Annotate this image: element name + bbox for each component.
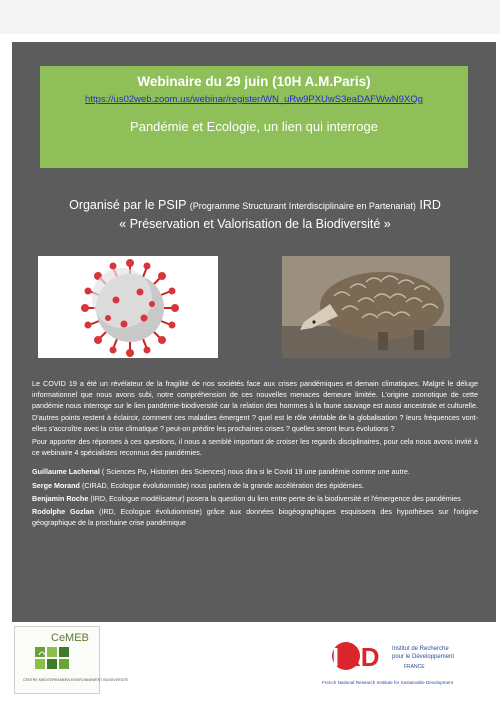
event-title: Webinaire du 29 juin (10H A.M.Paris) <box>137 74 371 89</box>
speaker-3 <box>32 493 478 504</box>
cemeb-logo-graphic <box>15 627 129 693</box>
speaker-2-text: (CIRAD, Ecologue évolutionniste) nous parlera de la grande accélération des épidémies. <box>81 480 365 490</box>
organizer-prefix: Organisé par le PSIP <box>69 198 187 212</box>
speaker-3-text: (IRD, Ecologue modélisateur) posera la question du lien entre perte de la biodiversité et l'émergence des pandémies <box>90 493 461 503</box>
speaker-4 <box>32 506 478 528</box>
cemeb-logo <box>14 626 129 694</box>
ird-logo-graphic <box>320 634 490 692</box>
registration-link[interactable]: https://us02web.zoom.us/webinar/register/WN_uRw9PXUwS3eaDAFWwN9XQg <box>85 94 423 105</box>
description-text <box>32 378 478 530</box>
organizer-theme: « Préservation et Valorisation de la Biodiversité » <box>119 217 391 231</box>
svg-text:I: I <box>332 642 340 672</box>
pangolin-image <box>282 256 450 358</box>
organizer-institute: IRD <box>419 198 441 212</box>
coronavirus-image <box>38 256 218 358</box>
ird-tagline-1: Institut de Recherche <box>392 646 449 652</box>
svg-text:RD: RD <box>342 642 380 672</box>
speaker-1-name: Guillaume Lachenal <box>32 467 100 477</box>
coronavirus-illustration <box>38 256 218 358</box>
speaker-1 <box>32 466 478 477</box>
speaker-3-name: Benjamin Roche <box>32 493 89 503</box>
organizer-program: (Programme Structurant Interdisciplinaire en Partenariat) <box>189 201 416 211</box>
event-banner <box>40 66 468 168</box>
cemeb-logo-text: CeMEB <box>51 632 89 644</box>
speaker-2 <box>32 480 478 491</box>
ird-bottom-text: French National Research Institute for Sustainable Development <box>322 680 453 685</box>
speaker-4-name: Rodolphe Gozlan <box>32 507 95 517</box>
ird-country: FRANCE <box>404 664 425 670</box>
event-subtitle: Pandémie et Ecologie, un lien qui interroge <box>130 119 378 134</box>
organizer-block <box>20 196 490 233</box>
speaker-4-text: (IRD, Ecologue évolutionniste) grâce aux données biogéographiques esquissera des hypothèses sur l'origine géographique de la prochaine crise pandémique <box>32 507 478 528</box>
speaker-2-name: Serge Morand <box>32 480 80 490</box>
ird-logo <box>320 634 490 692</box>
invitation-paragraph: Pour apporter des réponses à ces questions, il nous a semblé important de croiser les regards disciplinaires, pour cela nous avons invité à ce webinaire 4 spécialistes reconnus des pandémies. <box>32 437 478 458</box>
pangolin-illustration <box>282 256 450 358</box>
speaker-1-text: ( Sciences Po, Historien des Sciences) nous dira si le Covid 19 une pandémie comme une autre. <box>101 467 410 477</box>
webinar-poster <box>12 42 496 622</box>
organizer-line <box>20 196 490 215</box>
ird-tagline-2: pour le Développement <box>392 654 455 660</box>
top-strip <box>0 0 500 34</box>
logo-footer <box>0 622 500 724</box>
cemeb-sub-text: CENTRE MEDITERRANEEN ENVIRONNEMENT BIODIVERSITE <box>23 678 129 682</box>
intro-paragraph: Le COVID 19 a été un révélateur de la fragilité de nos sociétés face aux crises pandémiques et demain climatiques. Malgré le déluge informationnel que nous avons subi, notre compréhension de ces nouvelles menaces demeure limitée. L'origine zoonotique de cette pandémie nous interroge sur le lien pandémie-biodiversité car la relation des hommes à la faune sauvage est aussi ancestrale et culturelle. D'autres points restent à éclaircir, comment ces maladies émergent ? quel est le rôle véritable de la globalisation ? leurs fréquences vont-elles s'accroître avec la crise climatique ? peut-on prédire les prochaines crises ? quelles seront leurs évolutions ? <box>32 379 478 433</box>
